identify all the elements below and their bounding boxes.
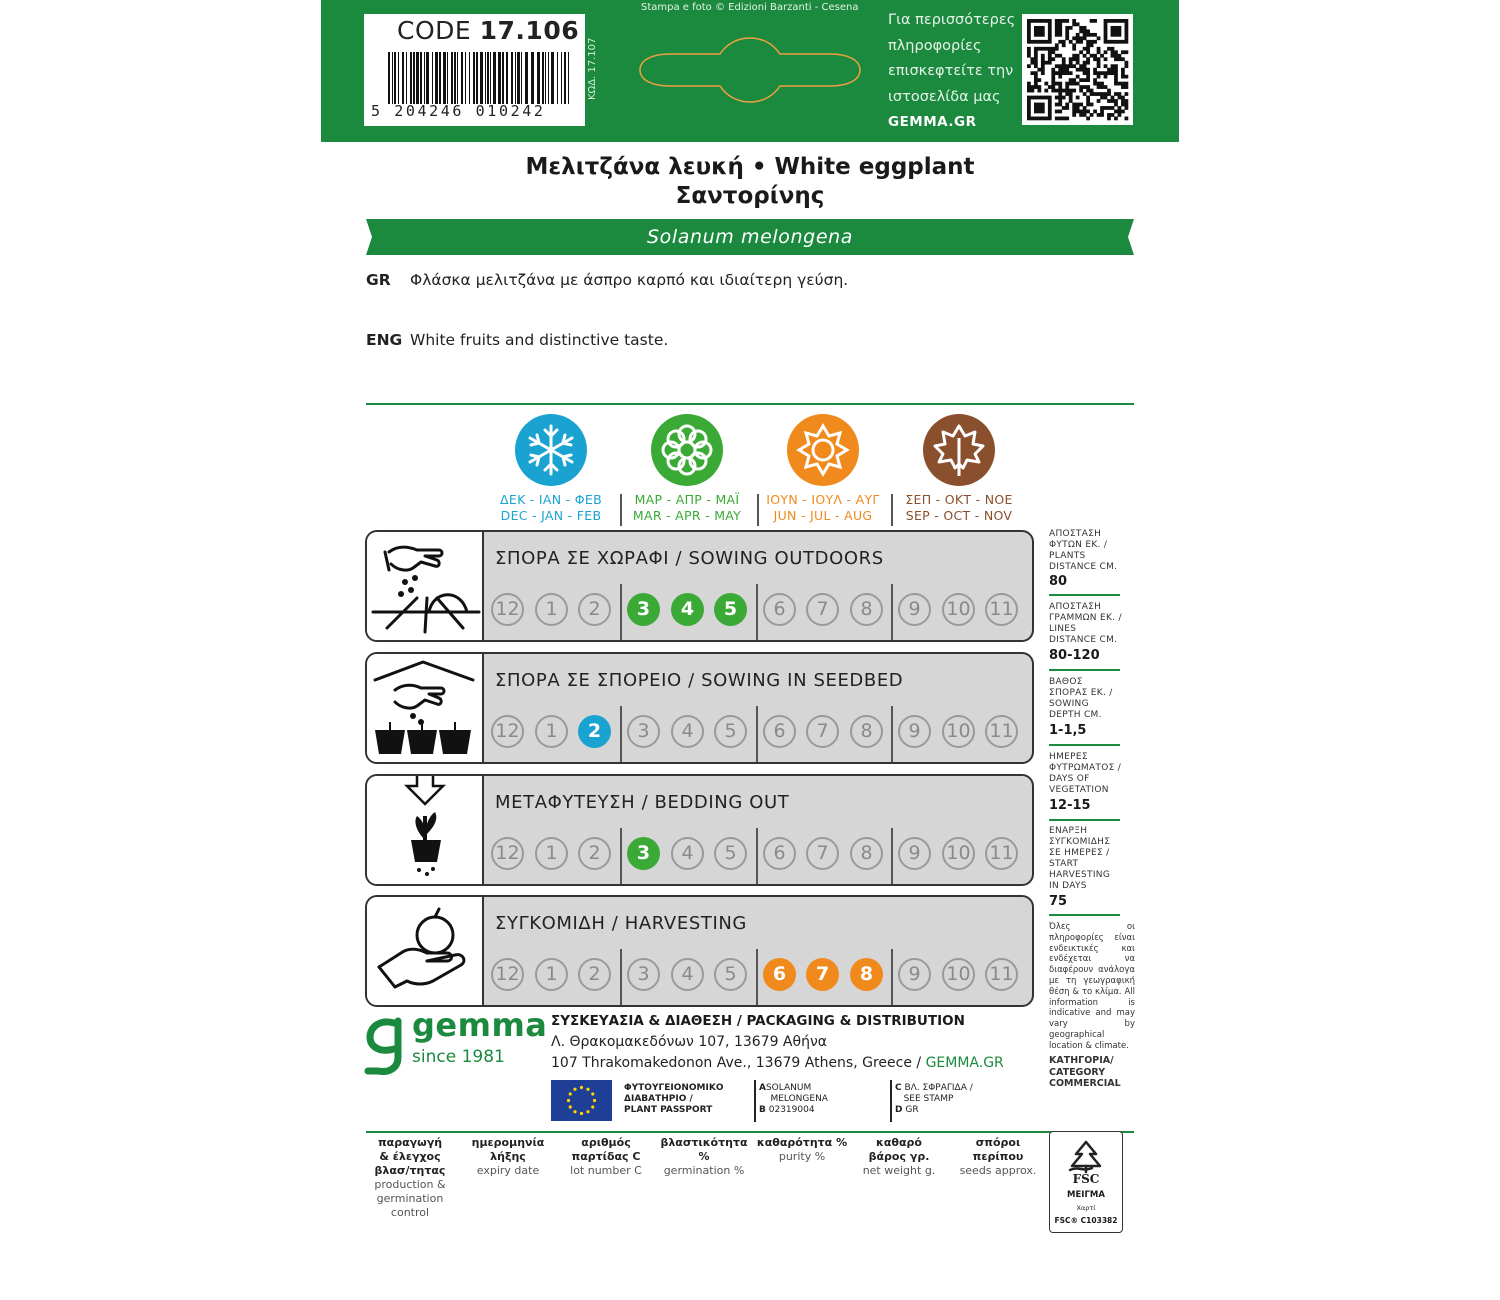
month-2: 2: [578, 593, 611, 626]
month-2: 2: [578, 837, 611, 870]
barcode: [388, 52, 574, 104]
month-11: 11: [985, 958, 1018, 991]
month-8: 8: [850, 715, 883, 748]
month-7: 7: [806, 837, 839, 870]
divider: [366, 403, 1134, 405]
footer-seeds-approx: σπόροι περίπου seeds approx.: [959, 1136, 1037, 1177]
spec-sowing-depth-label: ΒΑΘΟΣ ΣΠΟΡΑΣ ΕΚ. / SOWING DEPTH CM.: [1049, 677, 1113, 720]
month-9: 9: [898, 837, 931, 870]
quarter-separator: [891, 706, 893, 762]
month-1: 1: [535, 593, 568, 626]
month-6: 6: [763, 593, 796, 626]
brand-name: gemma: [412, 1006, 548, 1044]
month-11: 11: [985, 593, 1018, 626]
gemma-logo-icon: [364, 1015, 414, 1077]
spec-sowing-depth-value: 1-1,5: [1049, 723, 1087, 738]
product-code: CODE 17.106: [397, 16, 580, 45]
spec-divider: [1049, 819, 1120, 821]
spec-start-harvest-value: 75: [1049, 894, 1068, 909]
spec-plants-distance-label: ΑΠΟΣΤΑΣΗ ΦΥΤΩΝ ΕΚ. / PLANTS DISTANCE CM.: [1049, 529, 1118, 572]
quarter-separator: [756, 584, 758, 640]
month-1: 1: [535, 958, 568, 991]
quarter-separator: [756, 706, 758, 762]
qr-code[interactable]: [1022, 14, 1133, 125]
passport-separator: [890, 1080, 892, 1122]
month-3: 3: [627, 958, 660, 991]
address-gr: Λ. Θρακομακεδόνων 107, 13679 Αθήνα: [551, 1034, 828, 1050]
calendar-row-sowing-outdoors: [365, 530, 1034, 642]
quarter-separator: [756, 949, 758, 1005]
passport-c-d: C ΒΛ. ΣΦΡΑΓΙΔΑ / SEE STAMP D GR: [895, 1083, 973, 1115]
month-5: 5: [714, 837, 747, 870]
row-title: ΜΕΤΑΦΥΤΕΥΣΗ / BEDDING OUT: [495, 792, 790, 813]
spec-days-vegetation-value: 12-15: [1049, 798, 1091, 813]
month-6: 6: [763, 837, 796, 870]
month-2-active: 2: [578, 715, 611, 748]
month-7-active: 7: [806, 958, 839, 991]
divider: [366, 1131, 1134, 1133]
sowing-outdoors-icon: [367, 532, 484, 640]
sun-icon: [787, 414, 859, 486]
description-en: ENG White fruits and distinctive taste.: [366, 331, 669, 349]
quarter-separator: [756, 828, 758, 884]
month-12: 12: [491, 958, 524, 991]
passport-separator: [754, 1080, 756, 1122]
footer-expiry-date: ημερομηνία λήξης expiry date: [471, 1136, 545, 1177]
month-6: 6: [763, 715, 796, 748]
category: ΚΑΤΗΓΟΡΙΑ/ CATEGORY COMMERCIAL: [1049, 1055, 1121, 1089]
spec-divider: [1049, 744, 1120, 746]
month-7: 7: [806, 715, 839, 748]
flower-icon: [651, 414, 723, 486]
season-winter: ΔΕΚ - ΙΑΝ - ΦΕΒ DEC - JAN - FEB: [483, 414, 619, 524]
month-9: 9: [898, 593, 931, 626]
more-info-text: Για περισσότερες πληροφορίες επισκεφτείτε την ιστοσελίδα μας GEMMA.GR: [888, 8, 1015, 136]
month-10: 10: [942, 837, 975, 870]
month-6-active: 6: [763, 958, 796, 991]
footer-net-weight: καθαρό βάρος γρ. net weight g.: [862, 1136, 936, 1177]
description-gr: GR Φλάσκα μελιτζάνα με άσπρο καρπό και ιδιαίτερη γεύση.: [366, 271, 849, 289]
footer-purity: καθαρότητα % purity %: [756, 1136, 848, 1163]
plant-passport-title: ΦΥΤΟΥΓΕΙΟΝΟΜΙΚΟ ΔΙΑΒΑΤΗΡΙΟ / PLANT PASSPORT: [624, 1083, 724, 1115]
month-8: 8: [850, 837, 883, 870]
quarter-separator: [891, 584, 893, 640]
spec-start-harvest-label: ΕΝΑΡΞΗ ΣΥΓΚΟΜΙΔΗΣ ΣΕ ΗΜΕΡΕΣ / START HARVESTING IN DAYS: [1049, 826, 1111, 891]
quarter-separator: [891, 949, 893, 1005]
footer-lot-number: αριθμός παρτίδας C lot number C: [570, 1136, 642, 1177]
fsc-tree-icon: [1066, 1138, 1106, 1174]
footer-germination: βλαστικότητα % germination %: [660, 1136, 748, 1177]
row-title: ΣΥΓΚΟΜΙΔΗ / HARVESTING: [495, 913, 747, 934]
latin-name: Solanum melongena: [646, 226, 854, 248]
quarter-separator: [891, 828, 893, 884]
month-11: 11: [985, 837, 1018, 870]
leaf-icon: [923, 414, 995, 486]
quarter-separator: [620, 706, 622, 762]
season-autumn: ΣΕΠ - ΟΚΤ - ΝΟΕ SEP - OCT - NOV: [891, 414, 1027, 524]
snowflake-icon: [515, 414, 587, 486]
calendar-row-sowing-seedbed: [365, 652, 1034, 764]
month-10: 10: [942, 715, 975, 748]
brand-since: since 1981: [412, 1047, 505, 1067]
month-3: 3: [627, 715, 660, 748]
printer-credit: Stampa e foto © Edizioni Barzanti - Cesena: [641, 2, 859, 13]
season-summer: ΙΟΥΝ - ΙΟΥΛ - ΑΥΓ JUN - JUL - AUG: [755, 414, 891, 524]
month-12: 12: [491, 593, 524, 626]
product-title-line2: Σαντορίνης: [675, 183, 825, 209]
month-10: 10: [942, 593, 975, 626]
side-code: ΚΩΔ. 17.107: [587, 37, 598, 100]
spec-divider: [1049, 594, 1120, 596]
hanger-hole-outline: [636, 36, 864, 104]
month-11: 11: [985, 715, 1018, 748]
month-8-active: 8: [850, 958, 883, 991]
month-8: 8: [850, 593, 883, 626]
website-link[interactable]: GEMMA.GR: [888, 114, 977, 130]
spec-lines-distance-label: ΑΠΟΣΤΑΣΗ ΓΡΑΜΜΩΝ ΕΚ. / LINES DISTANCE CM.: [1049, 602, 1122, 645]
product-title-line1: Μελιτζάνα λευκή • White eggplant: [525, 154, 975, 180]
quarter-separator: [620, 949, 622, 1005]
spec-plants-distance-value: 80: [1049, 574, 1068, 589]
disclaimer: Όλες οι πληροφορίες είναι ενδεικτικές και ενδέχεται να διαφέρουν ανάλογα με τη γεωγραφική θέση & το κλίμα. All information is indicative and may vary by geographical location & climate.: [1049, 922, 1135, 1051]
month-9: 9: [898, 958, 931, 991]
eu-flag-icon: [551, 1080, 612, 1121]
quarter-separator: [620, 584, 622, 640]
month-4: 4: [671, 837, 704, 870]
barcode-digits: 5 204246 010242: [371, 102, 546, 120]
month-12: 12: [491, 715, 524, 748]
month-5-active: 5: [714, 593, 747, 626]
month-5: 5: [714, 958, 747, 991]
row-title: ΣΠΟΡΑ ΣΕ ΧΩΡΑΦΙ / SOWING OUTDOORS: [495, 548, 884, 569]
address-en: 107 Thrakomakedonon Ave., 13679 Athens, Greece / GEMMA.GR: [551, 1055, 1004, 1071]
harvesting-icon: [367, 897, 484, 1005]
season-spring: ΜΑΡ - ΑΠΡ - ΜΑΪ MAR - APR - MAY: [619, 414, 755, 524]
calendar-row-bedding-out: [365, 774, 1034, 886]
website-link[interactable]: GEMMA.GR: [925, 1055, 1004, 1071]
quarter-separator: [620, 828, 622, 884]
calendar-row-harvesting: [365, 895, 1034, 1007]
month-5: 5: [714, 715, 747, 748]
month-1: 1: [535, 715, 568, 748]
spec-divider: [1049, 914, 1120, 916]
bedding-out-icon: [367, 776, 484, 884]
passport-a-b: ASOLANUM MELONGENA B 02319004: [759, 1083, 828, 1115]
spec-divider: [1049, 669, 1120, 671]
fsc-badge: FSC ΜΕΙΓΜΑ Χαρτί FSC® C103382: [1049, 1131, 1123, 1233]
month-9: 9: [898, 715, 931, 748]
month-3-active: 3: [627, 837, 660, 870]
footer-production-control: παραγωγή & έλεγχος βλασ/τητας production & germination control: [374, 1136, 446, 1219]
month-4: 4: [671, 715, 704, 748]
month-7: 7: [806, 593, 839, 626]
spec-lines-distance-value: 80-120: [1049, 648, 1100, 663]
sowing-seedbed-icon: [367, 654, 484, 762]
month-10: 10: [942, 958, 975, 991]
month-4-active: 4: [671, 593, 704, 626]
packaging-title: ΣΥΣΚΕΥΑΣΙΑ & ΔΙΑΘΕΣΗ / PACKAGING & DISTRIBUTION: [551, 1013, 965, 1029]
spec-days-vegetation-label: ΗΜΕΡΕΣ ΦΥΤΡΩΜΑΤΟΣ / DAYS OF VEGETATION: [1049, 752, 1122, 795]
month-3-active: 3: [627, 593, 660, 626]
row-title: ΣΠΟΡΑ ΣΕ ΣΠΟΡΕΙΟ / SOWING IN SEEDBED: [495, 670, 904, 691]
month-2: 2: [578, 958, 611, 991]
code-box: [364, 14, 585, 126]
month-12: 12: [491, 837, 524, 870]
month-4: 4: [671, 958, 704, 991]
month-1: 1: [535, 837, 568, 870]
